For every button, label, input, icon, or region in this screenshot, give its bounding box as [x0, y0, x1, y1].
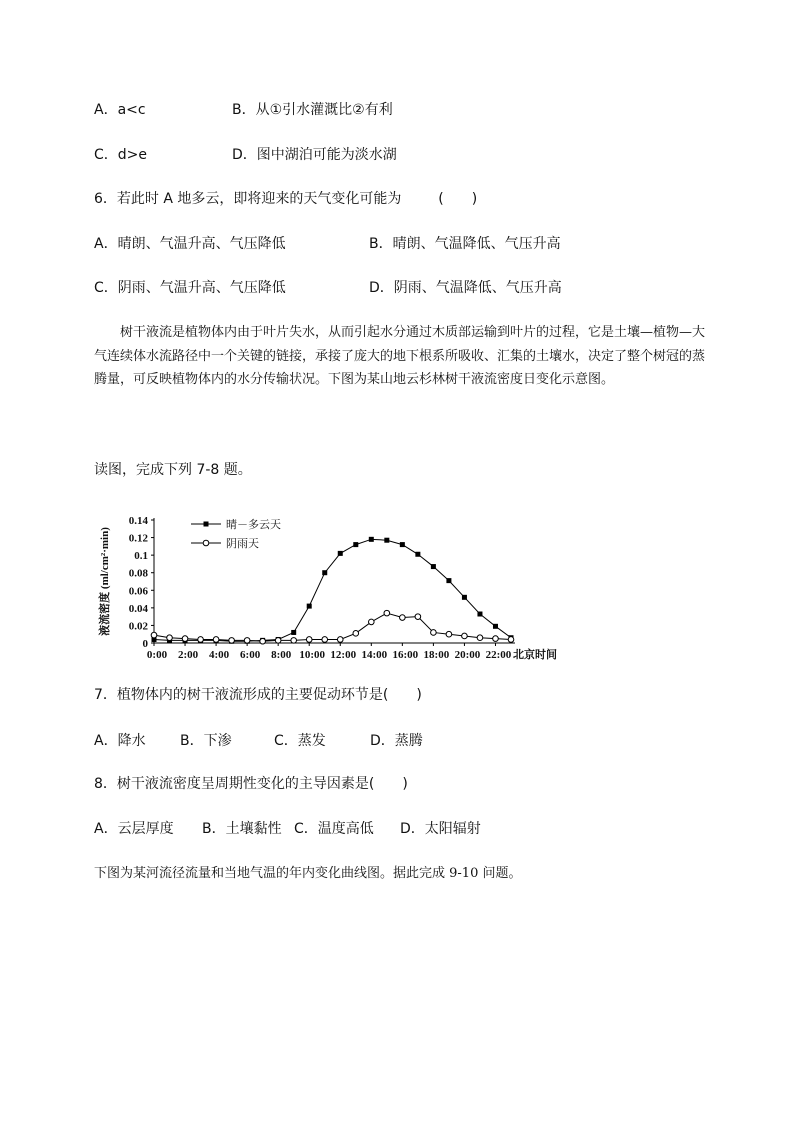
x-tick-label: 4:00: [209, 649, 230, 661]
y-tick-label: 0.08: [128, 567, 148, 580]
data-point-rainy: [244, 638, 250, 644]
q5-option-d: D．图中湖泊可能为淡水湖: [232, 147, 397, 163]
q7-stem: 7．植物体内的树干液流形成的主要促动环节是( ): [94, 687, 422, 703]
q6-stem-text: 6．若此时 A 地多云，即将迎来的天气变化可能为: [94, 191, 402, 207]
x-tick-label: 16:00: [392, 649, 419, 661]
y-tick-label: 0.1: [134, 550, 148, 563]
x-tick-label: 14:00: [361, 649, 388, 661]
instruction-9-10: 下图为某河流径流量和当地气温的年内变化曲线图。据此完成 9-10 问题。: [94, 866, 522, 881]
data-point-rainy: [353, 631, 359, 637]
data-point-sunny: [446, 578, 451, 583]
series-line-1: [154, 539, 511, 641]
data-point-rainy: [384, 610, 390, 616]
legend-label: 阴雨天: [226, 538, 259, 550]
q8-option-c: C．温度高低: [294, 821, 374, 837]
instruction-7-8: 读图，完成下列 7-8 题。: [94, 462, 252, 478]
x-tick-label: 22:00: [485, 649, 512, 661]
data-point-rainy: [306, 637, 312, 643]
q7-option-b: B．下渗: [180, 733, 232, 749]
data-point-sunny: [369, 537, 374, 542]
data-point-rainy: [369, 619, 375, 625]
q5-option-b: B．从①引水灌溉比②有利: [232, 102, 393, 118]
data-point-sunny: [415, 552, 420, 557]
q6-option-a: A．晴朗、气温升高、气压降低: [94, 236, 286, 252]
passage-text: 树干液流是植物体内由于叶片失水，从而引起水分通过木质部运输到叶片的过程，它是土壤—植物—大气连续体水流路径中一个关键的链接，承接了庞大的地下根系所吸收、汇集的土壤水，决定了整个树冠的蒸腾量，可反映植物体内的水分传输状况。下图为某山地云杉林树干液流密度日变化示意图。: [94, 325, 706, 387]
x-axis-label: 北京时间: [513, 649, 557, 661]
x-tick-label: 12:00: [330, 649, 357, 661]
q8-option-b: B．土壤黏性: [202, 821, 282, 837]
x-tick-label: 20:00: [454, 649, 481, 661]
q8-options: [94, 819, 481, 839]
data-point-rainy: [167, 635, 173, 641]
data-point-rainy: [477, 635, 483, 641]
data-point-rainy: [431, 630, 437, 636]
y-tick-label: 0.12: [128, 532, 148, 545]
y-tick-label: 0.02: [128, 620, 148, 633]
q6-option-b: B．晴朗、气温降低、气压升高: [369, 236, 561, 252]
y-tick-label: 0.14: [128, 515, 148, 527]
data-point-rainy: [275, 638, 281, 644]
data-point-sunny: [353, 542, 358, 547]
data-point-sunny: [462, 595, 467, 600]
data-point-sunny: [493, 624, 498, 629]
legend-label: 晴－多云天: [226, 519, 281, 531]
legend-marker-square: [204, 522, 209, 527]
q7-option-a: A．降水: [94, 733, 146, 749]
x-tick-label: 10:00: [299, 649, 326, 661]
series-line-2: [154, 613, 511, 641]
q5-option-a: A．a<c: [94, 102, 146, 118]
data-point-rainy: [182, 636, 188, 642]
data-point-rainy: [213, 637, 219, 643]
data-point-rainy: [415, 614, 421, 620]
legend-marker-circle: [203, 540, 209, 546]
q6-option-c: C．阴雨、气温升高、气压降低: [94, 280, 286, 296]
data-point-rainy: [291, 638, 297, 644]
data-point-sunny: [291, 630, 296, 635]
data-point-sunny: [322, 570, 327, 575]
data-point-rainy: [260, 638, 266, 644]
q6-answer-bracket: ( ): [438, 191, 478, 207]
data-point-rainy: [400, 615, 406, 621]
data-point-rainy: [151, 632, 157, 638]
data-point-sunny: [400, 542, 405, 547]
data-point-rainy: [493, 636, 499, 642]
data-point-rainy: [508, 637, 514, 643]
data-point-rainy: [446, 631, 452, 637]
q7-option-c: C．蒸发: [274, 733, 326, 749]
q6-stem: [94, 189, 477, 209]
data-point-rainy: [462, 633, 468, 639]
q6-option-d: D．阴雨、气温降低、气压升高: [369, 280, 562, 296]
q7-option-d: D．蒸腾: [370, 733, 423, 749]
y-tick-label: 0.06: [128, 585, 148, 598]
data-point-sunny: [477, 612, 482, 617]
q5-option-c: C．d>e: [94, 147, 148, 163]
x-tick-label: 8:00: [271, 649, 292, 661]
y-tick-label: 0: [142, 638, 148, 650]
q8-stem: 8．树干液流密度呈周期性变化的主导因素是( ): [94, 776, 408, 792]
x-tick-label: 18:00: [423, 649, 450, 661]
y-axis-label: 液流密度 (ml/cm²·min): [99, 527, 111, 636]
data-point-rainy: [337, 637, 343, 643]
data-point-rainy: [322, 637, 328, 643]
q7-options: [94, 731, 423, 751]
data-point-rainy: [198, 637, 204, 643]
y-tick-label: 0.04: [128, 602, 148, 615]
data-point-sunny: [338, 551, 343, 556]
x-tick-label: 0:00: [146, 649, 168, 661]
x-tick-label: 2:00: [177, 649, 199, 661]
sap-flow-chart: [96, 508, 576, 664]
data-point-sunny: [384, 538, 389, 543]
q8-option-d: D．太阳辐射: [400, 821, 481, 837]
data-point-sunny: [431, 564, 436, 569]
data-point-rainy: [229, 638, 235, 644]
x-tick-label: 6:00: [240, 649, 261, 661]
data-point-sunny: [307, 604, 312, 609]
q8-option-a: A．云层厚度: [94, 821, 174, 837]
